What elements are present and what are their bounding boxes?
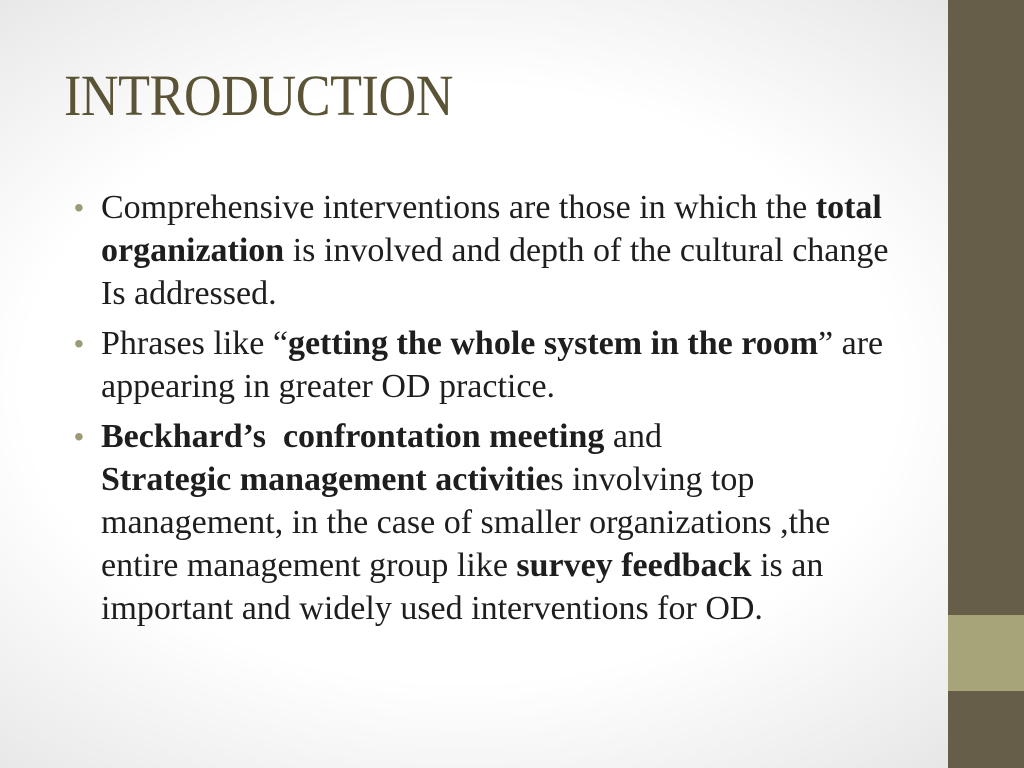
bullet-text: is involved and depth of the cultural change Is addressed. xyxy=(101,232,889,312)
bullet-bold-text: getting the whole system in the room xyxy=(287,325,819,362)
bullet-bold-text: Beckhard’s confrontation meeting xyxy=(101,418,605,455)
bullet-icon: • xyxy=(74,328,84,359)
bullet-text: and xyxy=(604,418,662,455)
slide-title: INTRODUCTION xyxy=(64,63,453,128)
bullet-bold-text: total organization xyxy=(101,189,882,269)
bullet-bold-text: survey feedback xyxy=(516,547,752,584)
side-accent-block xyxy=(948,615,1024,691)
bullet-text: ” are appearing in greater OD practice. xyxy=(101,325,884,405)
bullet-text: is an important and widely used interventions for OD. xyxy=(101,547,824,627)
bullet-text: Comprehensive interventions are those in which the xyxy=(101,189,816,226)
bullet-item-3 xyxy=(74,415,894,630)
bullet-bold-text: Strategic management activitie xyxy=(101,461,551,498)
bullet-icon: • xyxy=(74,421,84,452)
bullet-text: s involving top management, in the case of smaller organizations ,the entire management group like xyxy=(101,461,831,584)
bullet-item-2 xyxy=(74,322,894,408)
bullet-item-1 xyxy=(74,186,894,315)
bullet-text: Phrases like “ xyxy=(101,325,288,362)
bullet-icon: • xyxy=(74,192,84,223)
bullet-list xyxy=(74,186,894,637)
